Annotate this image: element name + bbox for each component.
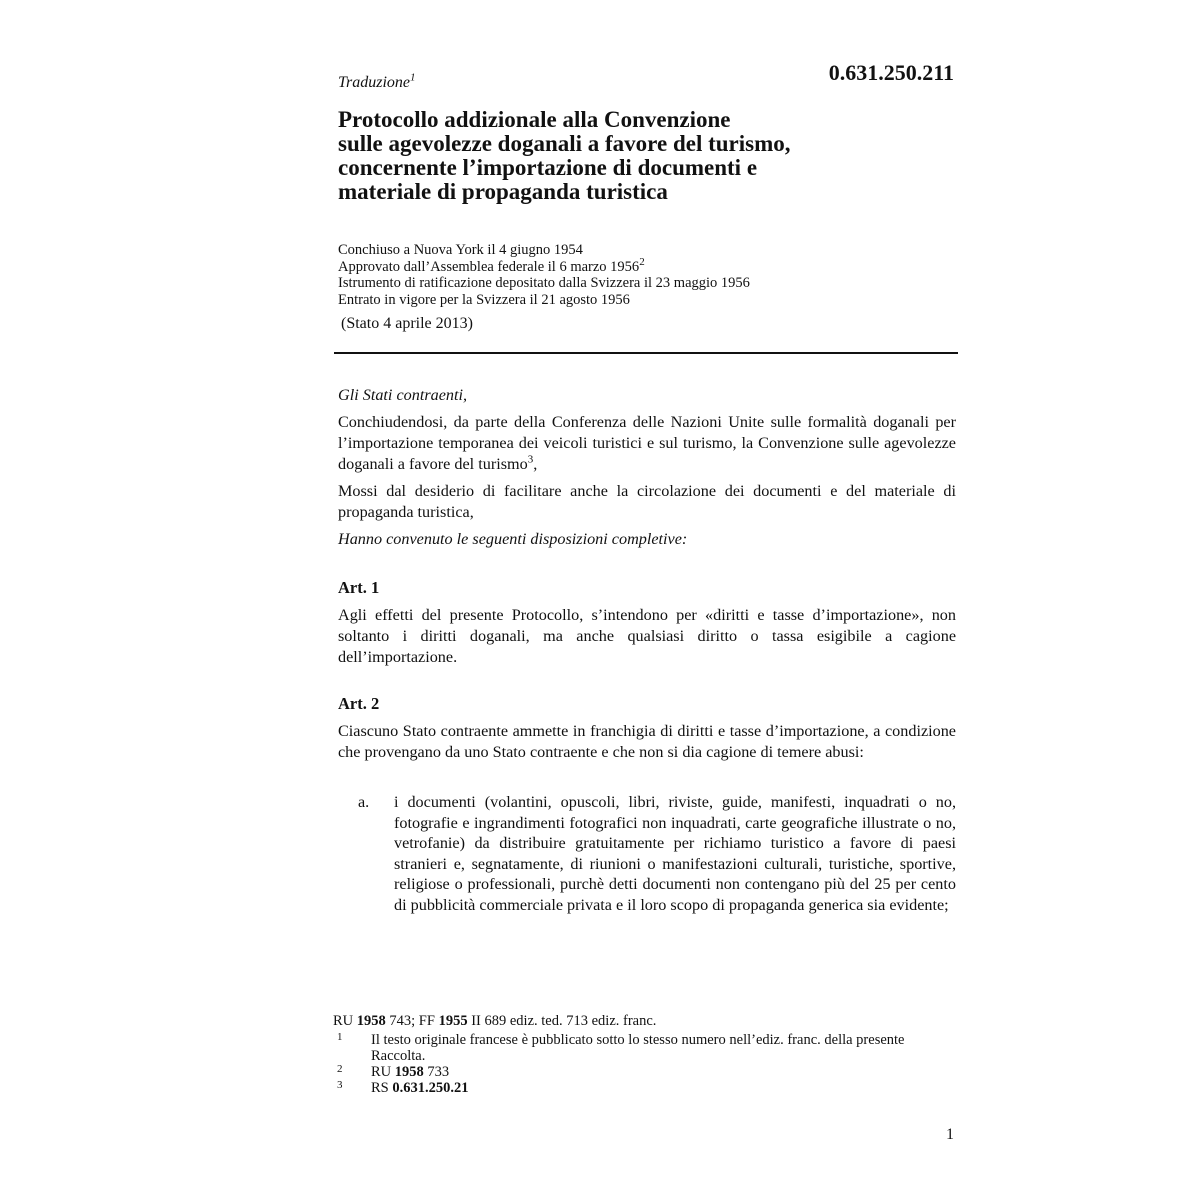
- article-2-text: Ciascuno Stato contraente ammette in franchigia di diritti e tasse d’importazione, a condizione che provengano da uno Stato contraente e che non si dia cagione di temere abusi:: [338, 722, 956, 761]
- preamble-paragraph-1: Conchiudendosi, da parte della Conferenza delle Nazioni Unite sulle formalità doganali per l’importazione temporanea dei veicoli turistici e sul turismo, la Convenzione sulle agevolezze doganali a favore del turismo$^3$,: [338, 413, 956, 473]
- meta-in-force: Entrato in vigore per la Svizzera il 21 agosto 1956: [338, 291, 630, 308]
- meta-ratification: Istrumento di ratificazione depositato dalla Svizzera il 23 maggio 1956: [338, 275, 750, 291]
- article-1-heading: Art. 1: [338, 578, 380, 597]
- list-item-letter: a.: [358, 793, 370, 811]
- translation-label: Traduzione$^1$: [338, 71, 416, 91]
- page-number: 1: [946, 1126, 954, 1143]
- status-date: (Stato 4 aprile 2013): [341, 315, 473, 332]
- header-divider: [334, 352, 958, 354]
- article-2-heading: Art. 2: [338, 694, 380, 713]
- footnote-ref-2: 2: [639, 255, 645, 268]
- preamble-paragraph-2: Mossi dal desiderio di facilitare anche la circolazione dei documenti e del materiale di propaganda turistica,: [338, 482, 956, 521]
- list-item-text: i documenti (volantini, opuscoli, libri, riviste, guide, manifesti, inquadrati o no, fotografie e ingrandimenti fotografici non inquadrati, carte geografiche illustrate o no, vetrofanie) da distribuire gratuitamente per richiamo turistico a favore di paesi stranieri e, segnatamente, di riunioni o manifestazioni culturali, turistiche, sportive, religiose o professionali, purchè detti documenti non contengano più del 25 per cento di pubblicità commerciale privata e il loro scopo di propaganda generica sia evidente;: [394, 793, 956, 914]
- article-1-text: Agli effetti del presente Protocollo, s’intendono per «diritti e tasse d’importazione», non soltanto i diritti doganali, ma anche qualsiasi diritto o tassa esigibile a cagione dell’importazione.: [338, 606, 956, 666]
- footnote-ref-3: 3: [527, 453, 534, 466]
- title-line: materiale di propaganda turistica: [338, 179, 668, 204]
- meta-concluded: Conchiuso a Nuova York il 4 giugno 1954: [338, 242, 583, 258]
- title-line: sulle agevolezze doganali a favore del turismo,: [338, 131, 791, 156]
- document-title: [338, 108, 978, 204]
- footnote-ref-1: 1: [410, 71, 416, 84]
- meta-approved: Approvato dall’Assemblea federale il 6 marzo 1956$^2$: [338, 255, 645, 275]
- title-line: concernente l’importazione di documenti e: [338, 155, 758, 180]
- preamble-paragraph-3: Hanno convenuto le seguenti disposizioni completive:: [338, 530, 688, 548]
- preamble-intro: Gli Stati contraenti,: [338, 386, 468, 404]
- source-reference: RU 1958 743; FF 1955 II 689 ediz. ted. 713 ediz. franc.: [333, 1013, 657, 1029]
- document-metadata: [338, 242, 750, 308]
- sr-number: 0.631.250.211: [828, 60, 954, 85]
- title-line: Protocollo addizionale alla Convenzione: [338, 107, 731, 132]
